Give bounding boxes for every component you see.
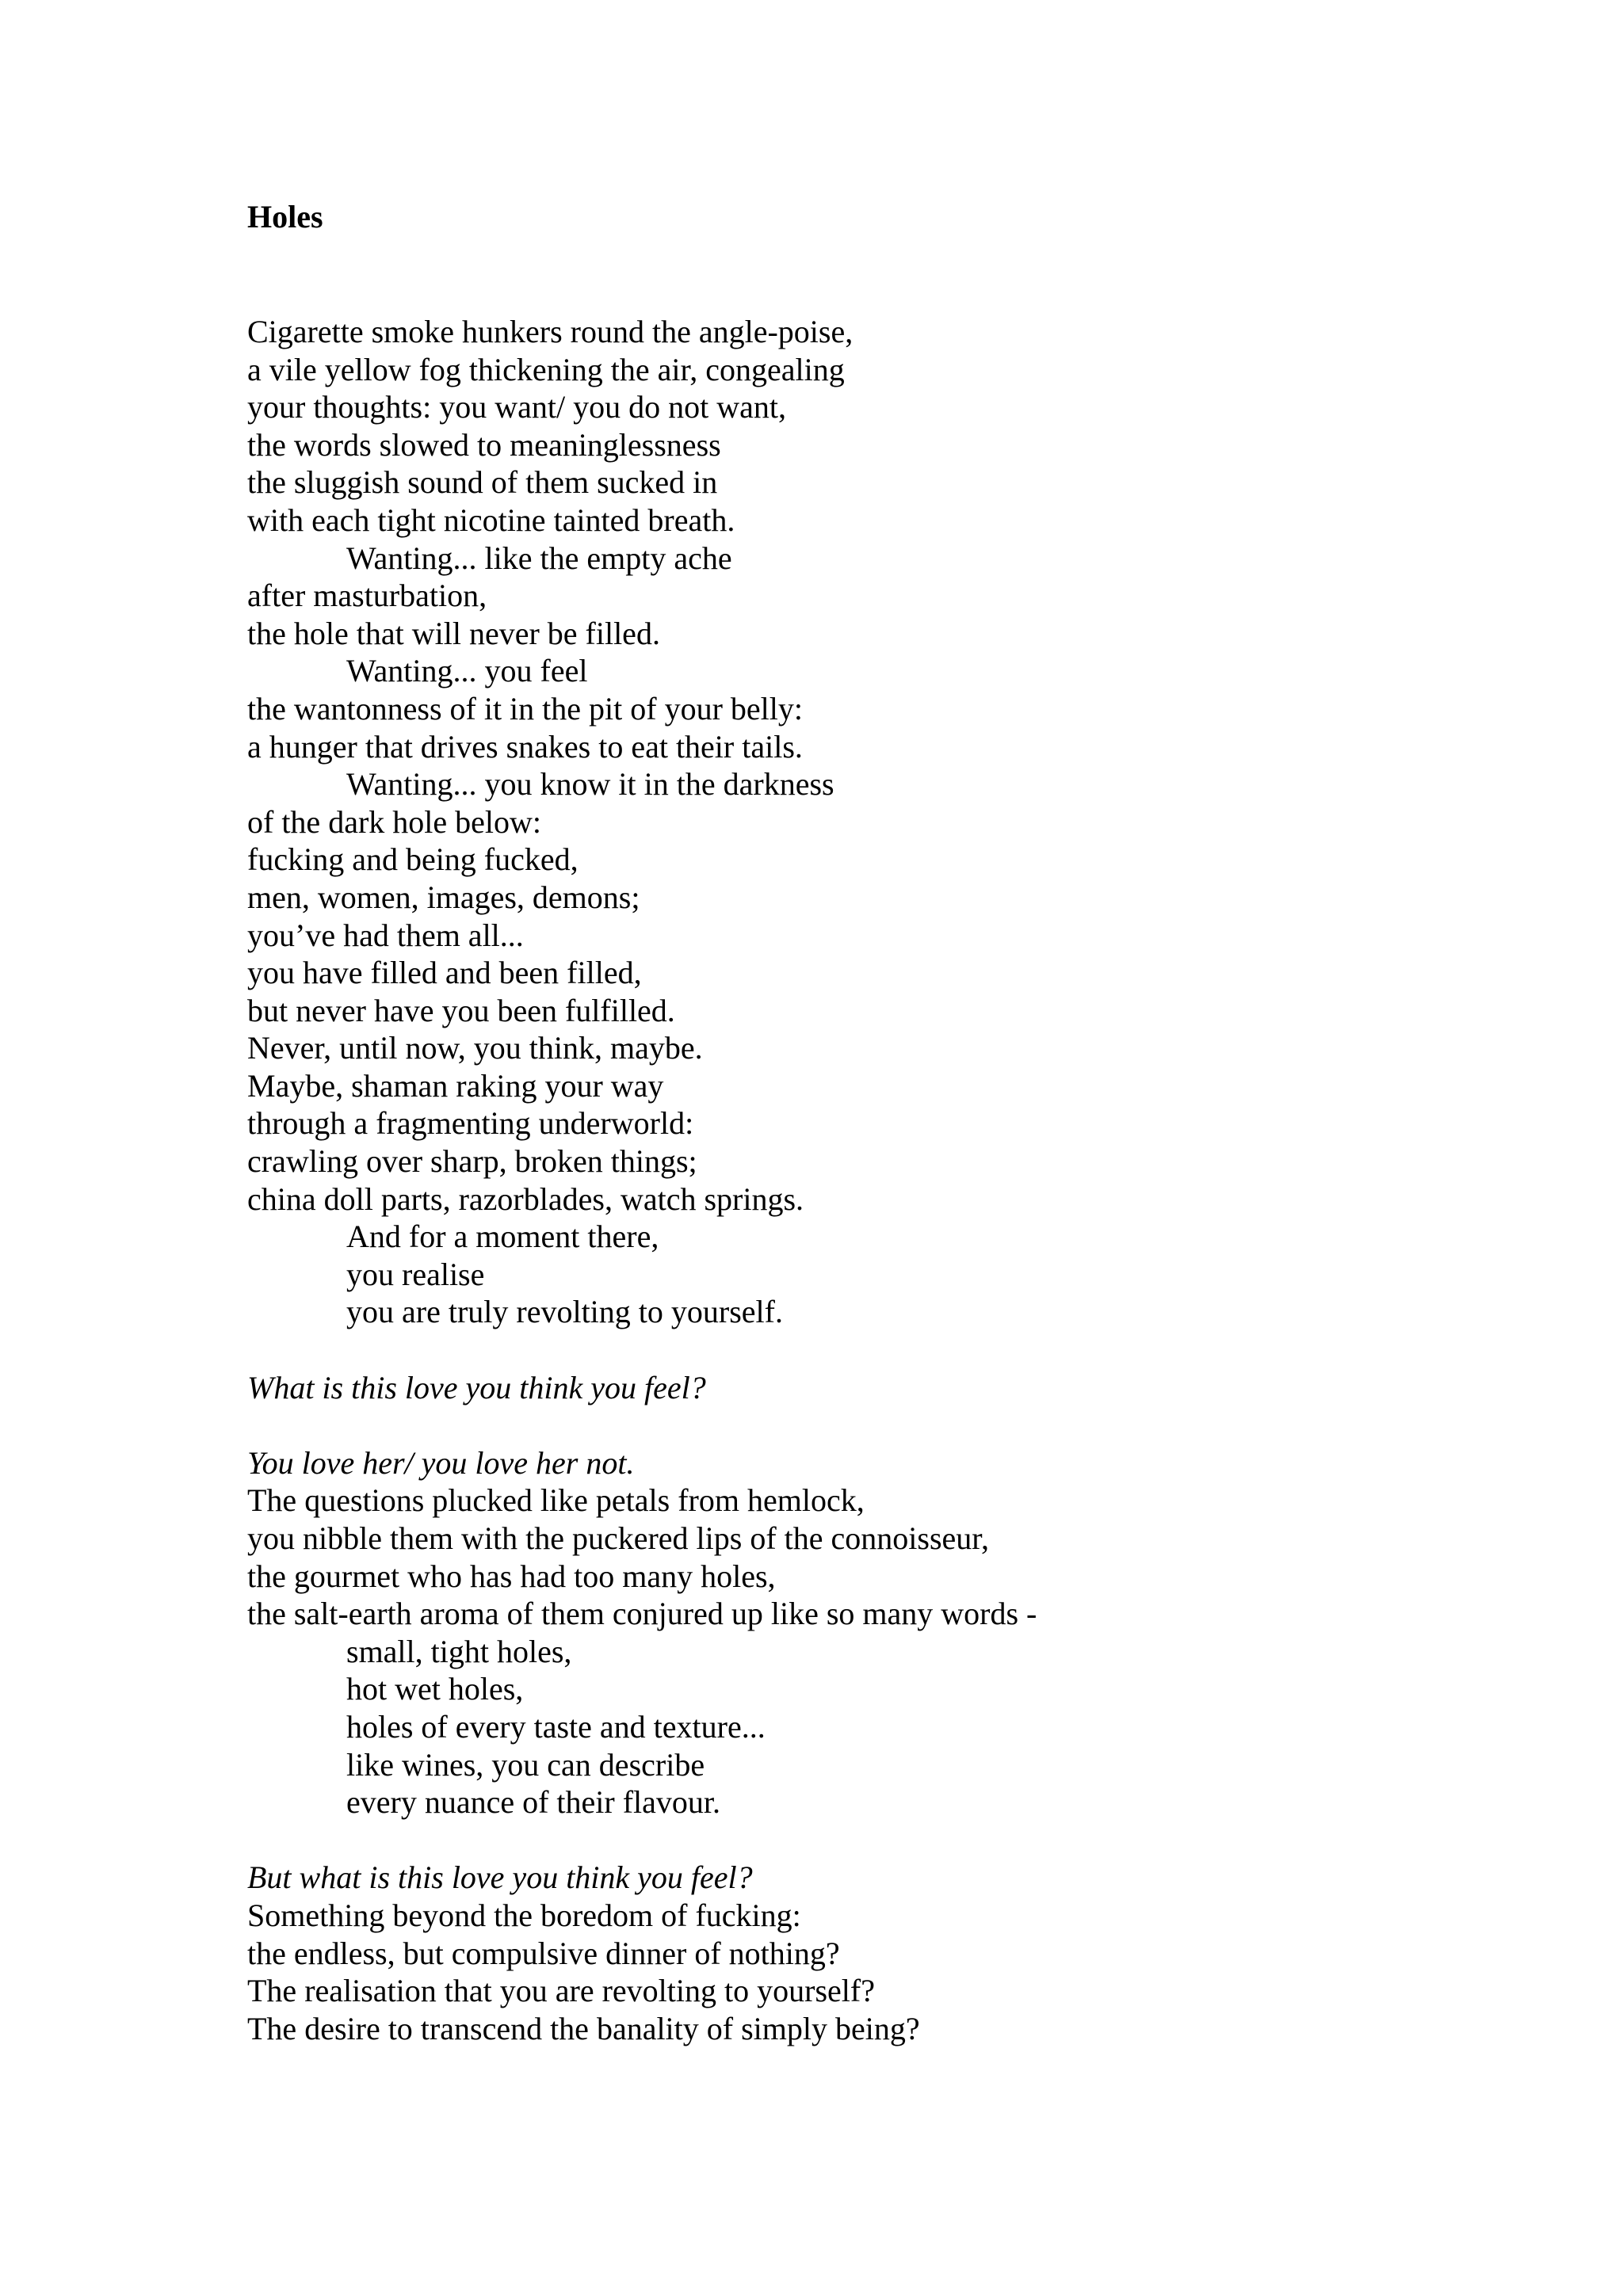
poem-line: with each tight nicotine tainted breath.	[247, 502, 735, 538]
poem-line: What is this love you think you feel?	[247, 1369, 706, 1405]
poem-body	[247, 313, 1515, 2047]
poem-line: a vile yellow fog thickening the air, congealing	[247, 351, 845, 387]
poem-line: The realisation that you are revolting to yourself?	[247, 1973, 875, 2009]
poem-line: through a fragmenting underworld:	[247, 1105, 694, 1142]
poem-line: you nibble them with the puckered lips of the connoisseur,	[247, 1520, 989, 1556]
poem-line: hot wet holes,	[346, 1671, 524, 1707]
poem-line: you are truly revolting to yourself.	[346, 1294, 783, 1330]
poem-line: the endless, but compulsive dinner of nothing?	[247, 1935, 840, 1971]
poem-line: Wanting... you feel	[346, 653, 588, 689]
poem-line: The questions plucked like petals from hemlock,	[247, 1482, 865, 1519]
poem-line: men, women, images, demons;	[247, 879, 640, 915]
poem-line: Never, until now, you think, maybe.	[247, 1030, 703, 1066]
poem-line: the sluggish sound of them sucked in	[247, 464, 718, 501]
poem-line: you realise	[346, 1256, 485, 1292]
poem-line: you’ve had them all...	[247, 917, 524, 953]
poem-line: the salt-earth aroma of them conjured up like so many words -	[247, 1596, 1037, 1632]
poem-line: of the dark hole below:	[247, 803, 541, 840]
stanza-break	[247, 1331, 1515, 1369]
poem-line: fucking and being fucked,	[247, 841, 579, 878]
poem-line: Wanting... you know it in the darkness	[346, 766, 834, 803]
poem-line: small, tight holes,	[346, 1633, 572, 1669]
poem-line: the words slowed to meaninglessness	[247, 426, 721, 463]
poem-line: china doll parts, razorblades, watch springs.	[247, 1180, 804, 1217]
poem-line: But what is this love you think you feel?	[247, 1859, 753, 1896]
poem-line: Wanting... like the empty ache	[346, 540, 732, 576]
poem-line: Maybe, shaman raking your way	[247, 1067, 664, 1104]
poem-line: the wantonness of it in the pit of your belly:	[247, 690, 803, 727]
poem-line: the gourmet who has had too many holes,	[247, 1558, 776, 1594]
poem-line: you have filled and been filled,	[247, 955, 642, 991]
stanza-break	[247, 1406, 1515, 1444]
poem-line: And for a moment there,	[346, 1219, 659, 1255]
poem-line: like wines, you can describe	[346, 1746, 705, 1783]
poem-line: crawling over sharp, broken things;	[247, 1143, 697, 1180]
poem-line: your thoughts: you want/ you do not want,	[247, 389, 786, 425]
poem-line: Cigarette smoke hunkers round the angle-poise,	[247, 314, 854, 349]
poem-line: after masturbation,	[247, 578, 487, 614]
poem-line: Something beyond the boredom of fucking:	[247, 1897, 801, 1933]
poem-line: The desire to transcend the banality of simply being?	[247, 2010, 920, 2046]
poem-line: holes of every taste and texture...	[346, 1708, 766, 1745]
poem-line: the hole that will never be filled.	[247, 615, 660, 651]
poem-line: every nuance of their flavour.	[346, 1784, 721, 1821]
poem-line: a hunger that drives snakes to eat their tails.	[247, 728, 803, 765]
poem-line: You love her/ you love her not.	[247, 1444, 635, 1481]
poem-line: but never have you been fulfilled.	[247, 992, 675, 1028]
poem-title: Holes	[247, 199, 323, 235]
stanza-break	[247, 1821, 1515, 1859]
